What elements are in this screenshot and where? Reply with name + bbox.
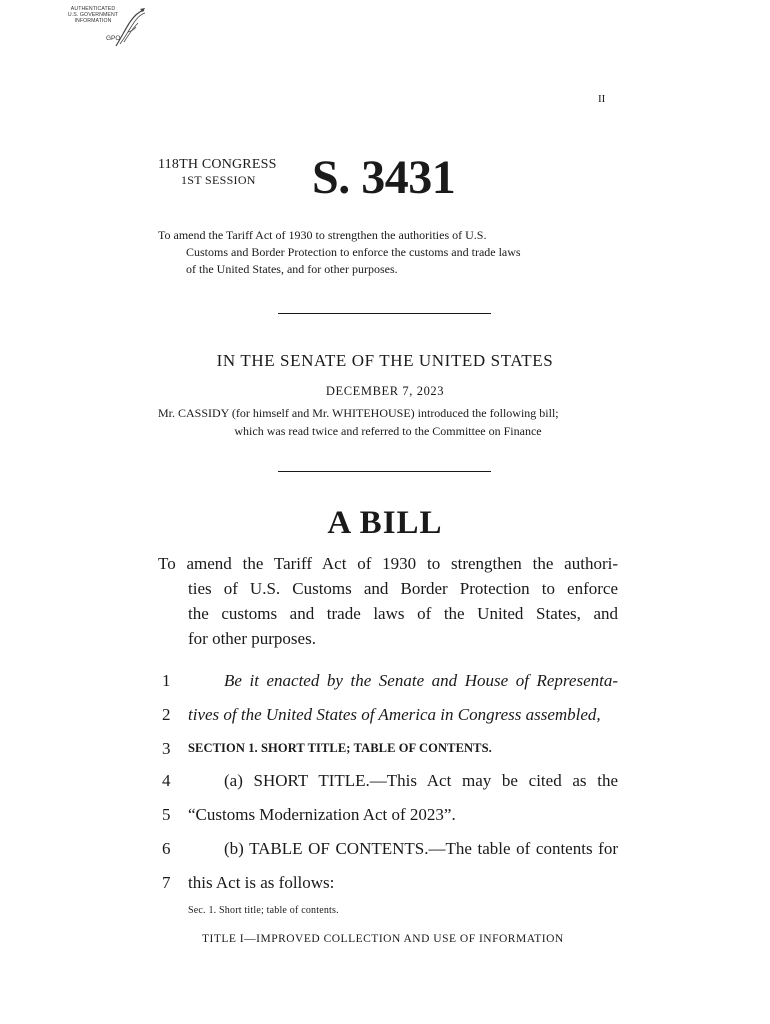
body-text: this Act is as follows: [188, 873, 335, 892]
body-line [158, 702, 618, 727]
line-number: 2 [162, 705, 171, 724]
line-number: 5 [162, 805, 171, 824]
logo-line-government: U.S. GOVERNMENT [67, 12, 119, 18]
gpo-authenticated-logo [62, 6, 148, 50]
bill-purpose-line: To amend the Tariff Act of 1930 to strengthen the authori- [158, 554, 618, 573]
toc-entry: Sec. 1. Short title; table of contents. [188, 905, 339, 916]
section-heading: SECTION 1. SHORT TITLE; TABLE OF CONTENTS. [188, 741, 492, 755]
body-line [158, 802, 618, 827]
body-text: (a) SHORT TITLE.—This Act may be cited as the [224, 771, 618, 790]
body-line [158, 768, 618, 793]
senate-heading: IN THE SENATE OF THE UNITED STATES [216, 351, 554, 370]
eagle-icon [112, 6, 148, 50]
bill-purpose-line: ties of U.S. Customs and Border Protection to enforce [188, 579, 618, 598]
purpose-summary-line: Customs and Border Protection to enforce the customs and trade laws [186, 245, 521, 259]
line-number: 7 [162, 873, 171, 892]
line-number: 3 [162, 739, 171, 758]
body-line [158, 870, 618, 895]
bill-number: S. 3431 [312, 151, 456, 204]
body-text: “Customs Modernization Act of 2023”. [188, 805, 456, 824]
body-line [158, 836, 618, 861]
bill-purpose-line: the customs and trade laws of the United States, and [188, 604, 618, 623]
body-line [158, 736, 618, 761]
enacting-clause: tives of the United States of America in Congress assembled, [188, 705, 601, 724]
session-label: 1ST SESSION [181, 173, 256, 187]
line-number: 6 [162, 839, 171, 858]
purpose-summary-line: To amend the Tariff Act of 1930 to strengthen the authorities of U.S. [158, 228, 487, 242]
introduction-date: DECEMBER 7, 2023 [325, 384, 445, 398]
introduction-statement [158, 404, 618, 440]
body-line [158, 668, 618, 693]
divider [278, 471, 491, 472]
divider [278, 313, 491, 314]
logo-line-authenticated: AUTHENTICATED [70, 6, 116, 12]
purpose-summary [158, 227, 618, 278]
purpose-summary-line: of the United States, and for other purposes. [186, 262, 398, 276]
bill-purpose [158, 551, 618, 651]
bill-purpose-line: for other purposes. [188, 629, 316, 648]
congress-label: 118TH CONGRESS [158, 157, 277, 172]
introduction-line: which was read twice and referred to the Committee on Finance [234, 424, 542, 438]
logo-line-information: INFORMATION [74, 18, 112, 24]
toc-title-heading: TITLE I—IMPROVED COLLECTION AND USE OF INFORMATION [202, 933, 564, 945]
line-number: 4 [162, 771, 171, 790]
line-number: 1 [162, 671, 171, 690]
introduction-line: Mr. CASSIDY (for himself and Mr. WHITEHOUSE) introduced the following bill; [158, 406, 559, 420]
logo-gpo-label: GPO [106, 35, 121, 42]
enacting-clause: Be it enacted by the Senate and House of Representa- [224, 671, 618, 690]
bill-title: A BILL [327, 505, 443, 541]
page-marker: II [598, 93, 606, 105]
body-text: (b) TABLE OF CONTENTS.—The table of contents for [224, 839, 618, 858]
